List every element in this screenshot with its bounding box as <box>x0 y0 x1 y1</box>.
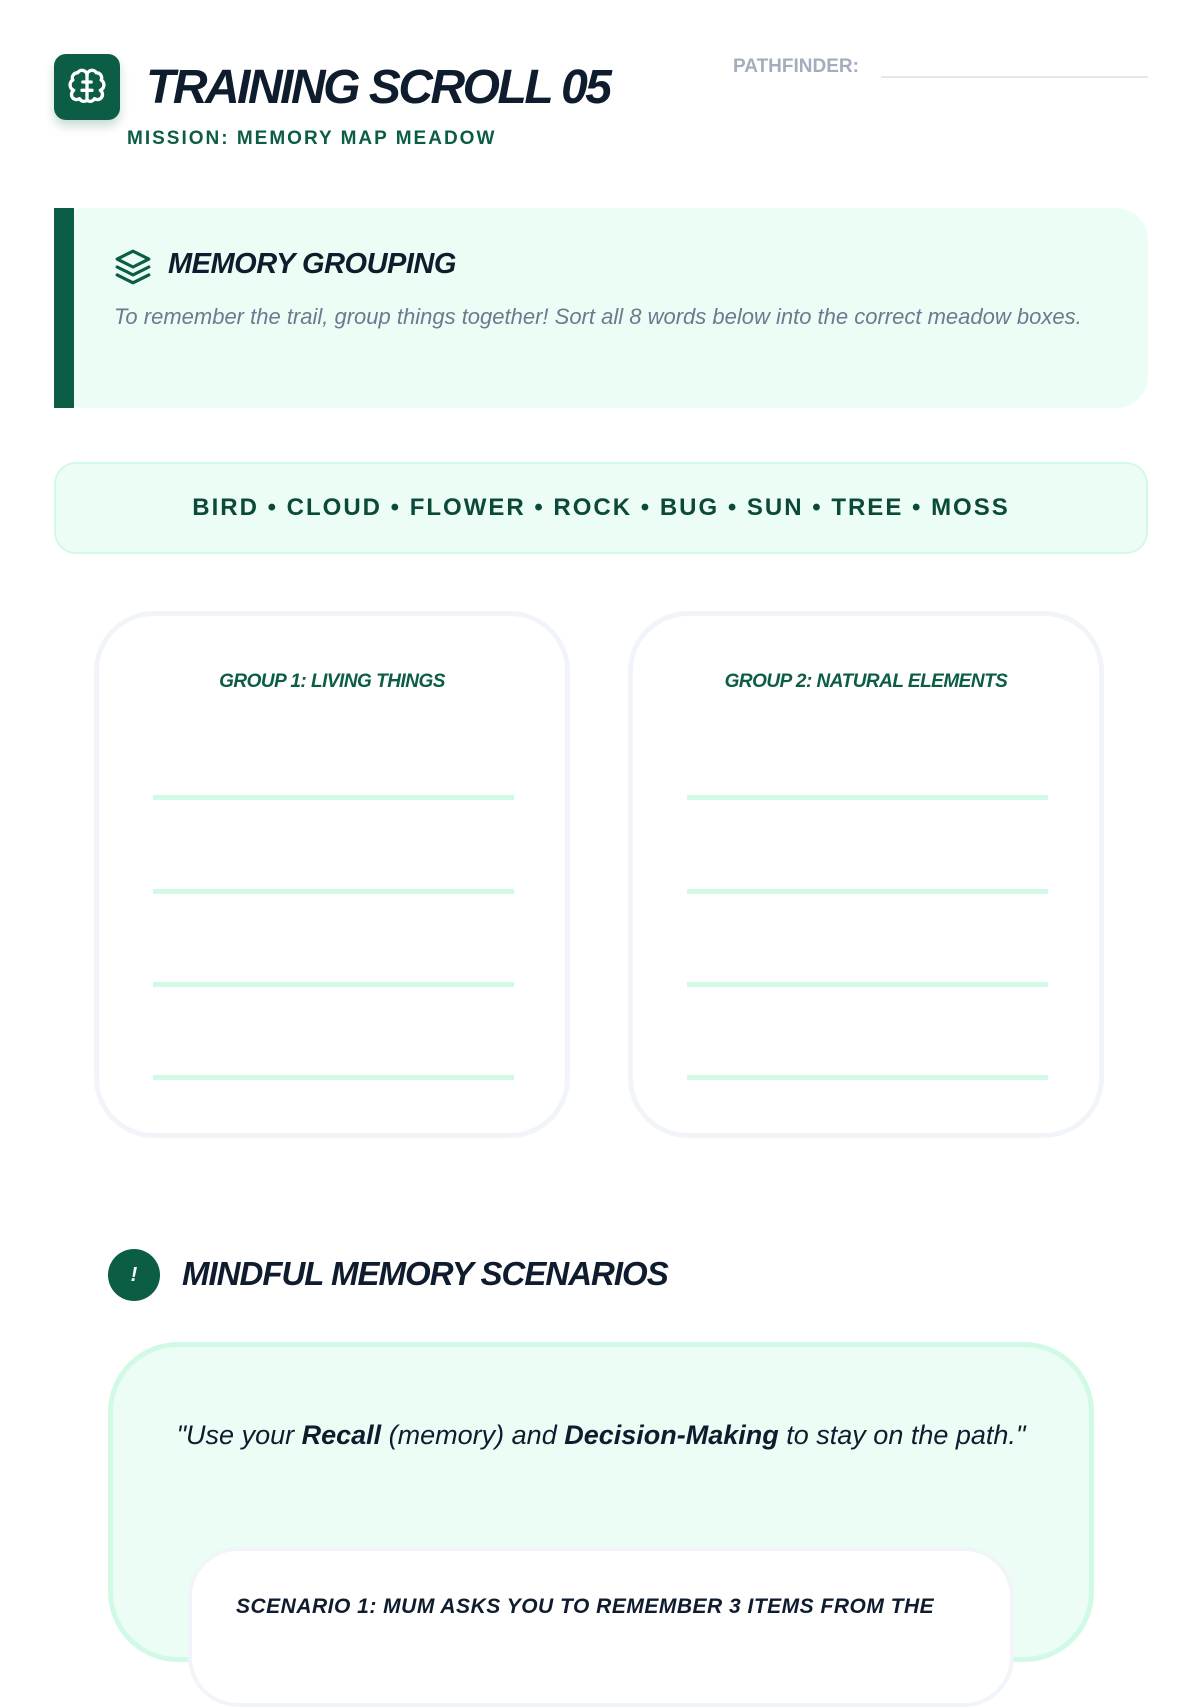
mission-subtitle: MISSION: MEMORY MAP MEADOW <box>127 128 497 149</box>
panel-accent-bar <box>54 208 74 408</box>
scenario-quote <box>153 1413 1049 1457</box>
group-title: GROUP 1: LIVING THINGS <box>219 671 445 692</box>
layers-icon <box>114 248 152 286</box>
alert-glyph: ! <box>130 1263 138 1286</box>
word-bank: BIRD • CLOUD • FLOWER • ROCK • BUG • SUN • TREE • MOSS <box>54 462 1148 554</box>
quote-text: "Use your <box>176 1420 302 1450</box>
group-title: GROUP 2: NATURAL ELEMENTS <box>724 671 1008 692</box>
pathfinder-name-line[interactable] <box>881 76 1148 78</box>
answer-line[interactable] <box>153 795 514 800</box>
brain-icon <box>67 67 107 107</box>
answer-line[interactable] <box>687 982 1048 987</box>
answer-line[interactable] <box>687 889 1048 894</box>
quote-text: to stay on the path." <box>778 1420 1026 1450</box>
scenario-card <box>188 1547 1014 1707</box>
memory-grouping-instructions: To remember the trail, group things together! Sort all 8 words below into the correct meadow boxes. <box>114 304 1082 329</box>
answer-line[interactable] <box>687 1075 1048 1080</box>
answer-line[interactable] <box>687 795 1048 800</box>
logo-badge <box>54 54 120 120</box>
memory-grouping-title: MEMORY GROUPING <box>168 248 456 280</box>
group-card-natural-elements <box>628 611 1104 1138</box>
pathfinder-label: PATHFINDER: <box>733 56 859 77</box>
alert-icon <box>108 1249 160 1301</box>
memory-grouping-panel <box>54 208 1148 408</box>
page-title: TRAINING SCROLL 05 <box>146 61 610 114</box>
group-card-living-things <box>94 611 570 1138</box>
scenario-1-text: SCENARIO 1: MUM ASKS YOU TO REMEMBER 3 ITEMS FROM THE <box>236 1595 935 1618</box>
quote-text: (memory) and <box>381 1420 565 1450</box>
quote-keyword-recall: Recall <box>301 1420 382 1450</box>
scenarios-title: MINDFUL MEMORY SCENARIOS <box>182 1255 668 1292</box>
answer-line[interactable] <box>153 1075 514 1080</box>
answer-line[interactable] <box>153 889 514 894</box>
scenario-panel <box>108 1342 1094 1662</box>
quote-keyword-decision-making: Decision-Making <box>564 1420 779 1450</box>
answer-line[interactable] <box>153 982 514 987</box>
